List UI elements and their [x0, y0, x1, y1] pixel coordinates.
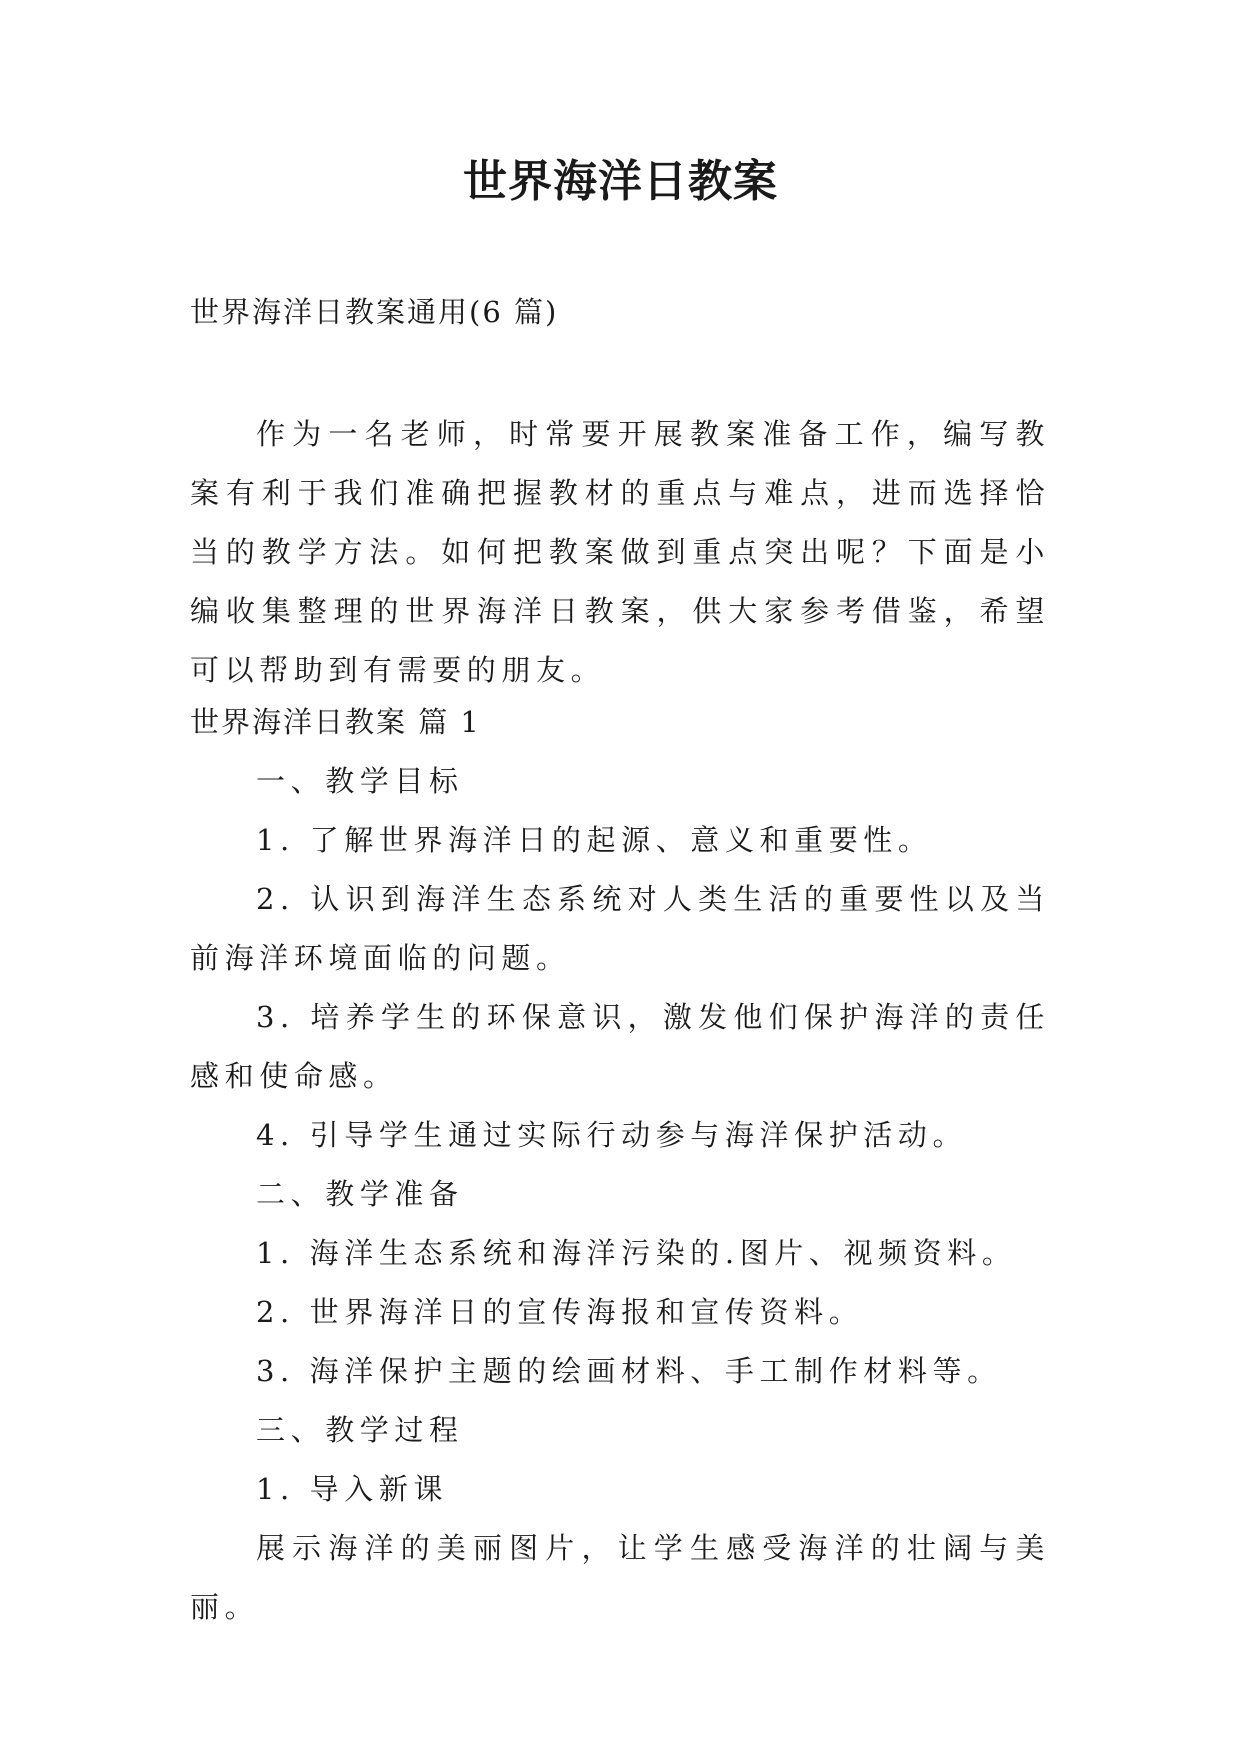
- goal-item-4: 4. 引导学生通过实际行动参与海洋保护活动。: [256, 1118, 968, 1152]
- goal-item-1: 1. 了解世界海洋日的起源、意义和重要性。: [256, 823, 933, 857]
- prep-item-3: 3. 海洋保护主题的绘画材料、手工制作材料等。: [256, 1354, 1002, 1388]
- section-heading: 世界海洋日教案 篇 1: [190, 705, 481, 739]
- heading-teaching-prep: 二、教学准备: [256, 1177, 464, 1211]
- prep-item-2: 2. 世界海洋日的宣传海报和宣传资料。: [256, 1295, 864, 1329]
- heading-teaching-goals: 一、教学目标: [256, 764, 464, 798]
- intro-paragraph: 作为一名老师，时常要开展教案准备工作，编写教案有利于我们准确把握教材的重点与难点，进而选择恰当的教学方法。如何把教案做到重点突出呢？下面是小编收集整理的世界海洋日教案，供大家参考借鉴，希望可以帮助到有需要的朋友。: [190, 417, 1050, 687]
- document-subtitle: 世界海洋日教案通用(6 篇): [190, 295, 559, 329]
- heading-teaching-process: 三、教学过程: [256, 1413, 464, 1447]
- body-content: [190, 693, 1050, 1637]
- document-title: 世界海洋日教案: [463, 156, 778, 207]
- goal-item-3: 3. 培养学生的环保意识，激发他们保护海洋的责任感和使命感。: [190, 1000, 1050, 1093]
- process-step-1: 1. 导入新课: [256, 1472, 449, 1506]
- prep-item-1: 1. 海洋生态系统和海洋污染的.图片、视频资料。: [256, 1236, 1017, 1270]
- process-step-1-text: 展示海洋的美丽图片，让学生感受海洋的壮阔与美丽。: [190, 1531, 1050, 1624]
- goal-item-2: 2. 认识到海洋生态系统对人类生活的重要性以及当前海洋环境面临的问题。: [190, 882, 1050, 975]
